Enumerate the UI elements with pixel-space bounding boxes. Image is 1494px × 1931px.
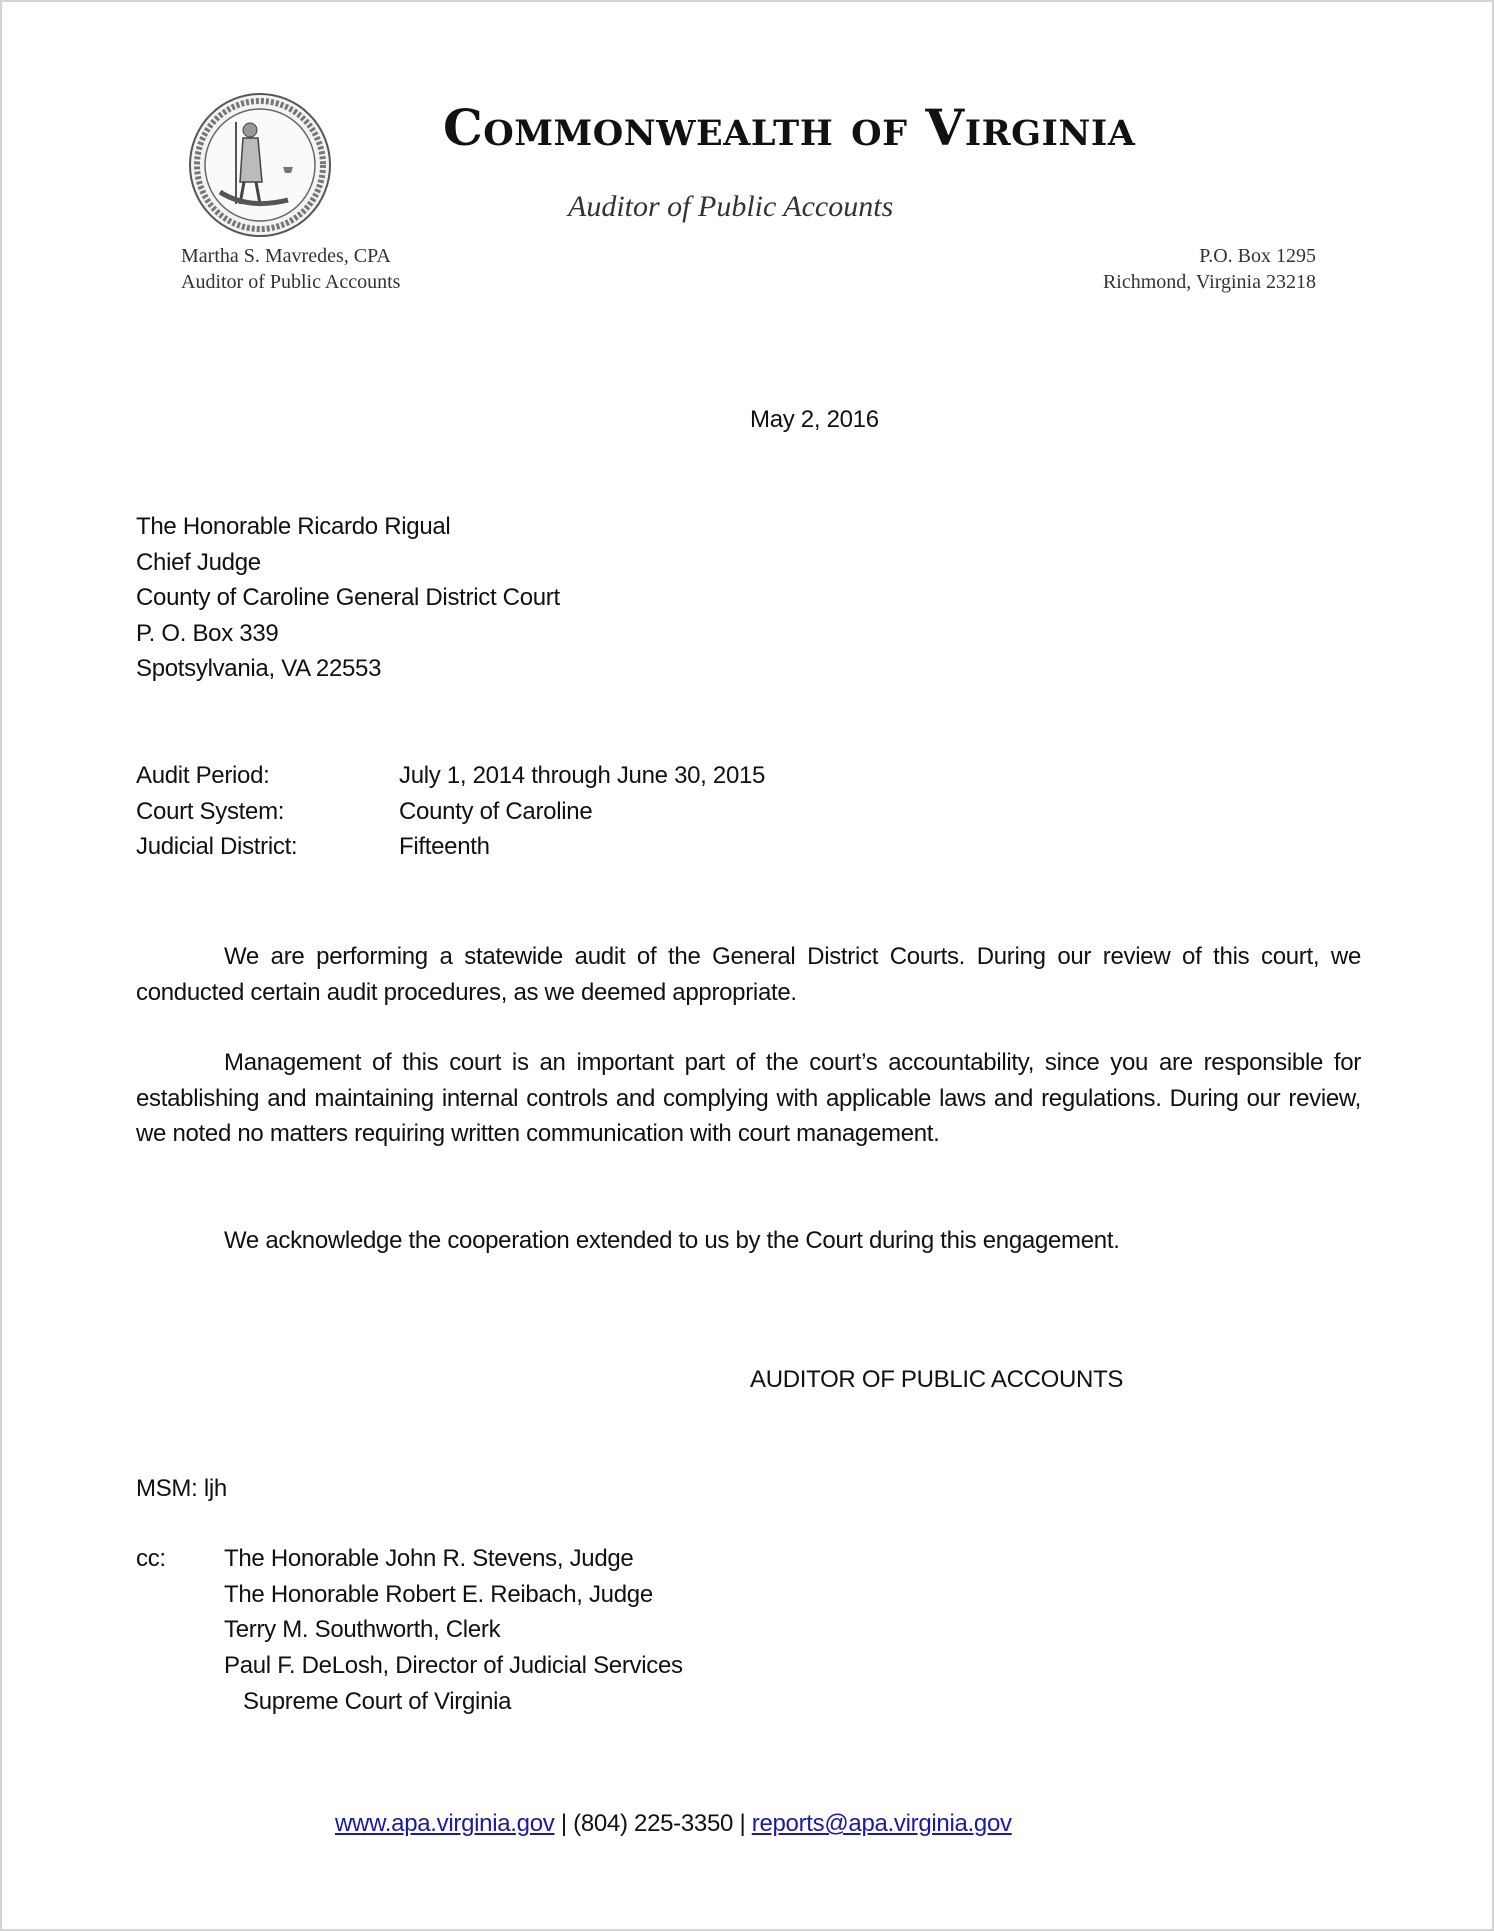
virginia-state-seal-icon: [188, 92, 332, 238]
cc-label: cc:: [136, 1545, 166, 1572]
recipient-line: P. O. Box 339: [136, 620, 279, 647]
recipient-line: The Honorable Ricardo Rigual: [136, 513, 451, 540]
audit-period-label: Audit Period:: [136, 762, 270, 789]
judicial-district-value: Fifteenth: [399, 833, 490, 860]
letter-date: May 2, 2016: [750, 406, 879, 433]
footer-contact: [335, 1810, 1012, 1838]
website-link[interactable]: www.apa.virginia.gov: [335, 1810, 555, 1837]
cc-recipient: Terry M. Southworth, Clerk: [224, 1616, 501, 1643]
paragraph-text: Management of this court is an important part of the court’s accountability, since you are responsible for establishing and maintaining internal controls and complying with applicable laws and regulations. During our review, we noted no matters requiring written communication with court management.: [136, 1049, 1361, 1148]
cc-recipient: The Honorable Robert E. Reibach, Judge: [224, 1581, 653, 1608]
recipient-line: Chief Judge: [136, 549, 261, 576]
office-po-box: P.O. Box 1295: [1199, 245, 1316, 267]
court-system-value: County of Caroline: [399, 798, 593, 825]
reference-initials: MSM: ljh: [136, 1475, 227, 1502]
office-city: Richmond, Virginia 23218: [1102, 271, 1316, 293]
cc-recipient: Supreme Court of Virginia: [243, 1688, 512, 1715]
cc-recipient: Paul F. DeLosh, Director of Judicial Services: [224, 1652, 683, 1679]
auditor-name: Martha S. Mavredes, CPA: [181, 245, 391, 267]
paragraph-text: We acknowledge the cooperation extended to us by the Court during this engagement.: [224, 1227, 1120, 1254]
letterhead-title: Commonwealth of Virginia: [443, 98, 1136, 157]
court-system-label: Court System:: [136, 798, 285, 825]
footer-separator: |: [560, 1810, 567, 1837]
recipient-line: Spotsylvania, VA 22553: [136, 655, 382, 682]
signature-block: AUDITOR OF PUBLIC ACCOUNTS: [750, 1366, 1124, 1393]
recipient-line: County of Caroline General District Court: [136, 584, 560, 611]
footer-phone: (804) 225-3350: [573, 1810, 734, 1837]
footer-separator: |: [739, 1810, 746, 1837]
auditor-title: Auditor of Public Accounts: [181, 271, 401, 293]
cc-recipient: The Honorable John R. Stevens, Judge: [224, 1545, 634, 1572]
paragraph-text: We are performing a statewide audit of the General District Courts. During our review of this court, we conducted certain audit procedures, as we deemed appropriate.: [136, 943, 1361, 1006]
body-paragraph: [136, 1223, 1361, 1259]
letterhead-subtitle: Auditor of Public Accounts: [568, 190, 894, 223]
audit-period-value: July 1, 2014 through June 30, 2015: [399, 762, 766, 789]
body-paragraph: [136, 939, 1361, 1010]
email-link[interactable]: reports@apa.virginia.gov: [751, 1810, 1012, 1837]
body-paragraph: [136, 1045, 1361, 1152]
judicial-district-label: Judicial District:: [136, 833, 298, 860]
